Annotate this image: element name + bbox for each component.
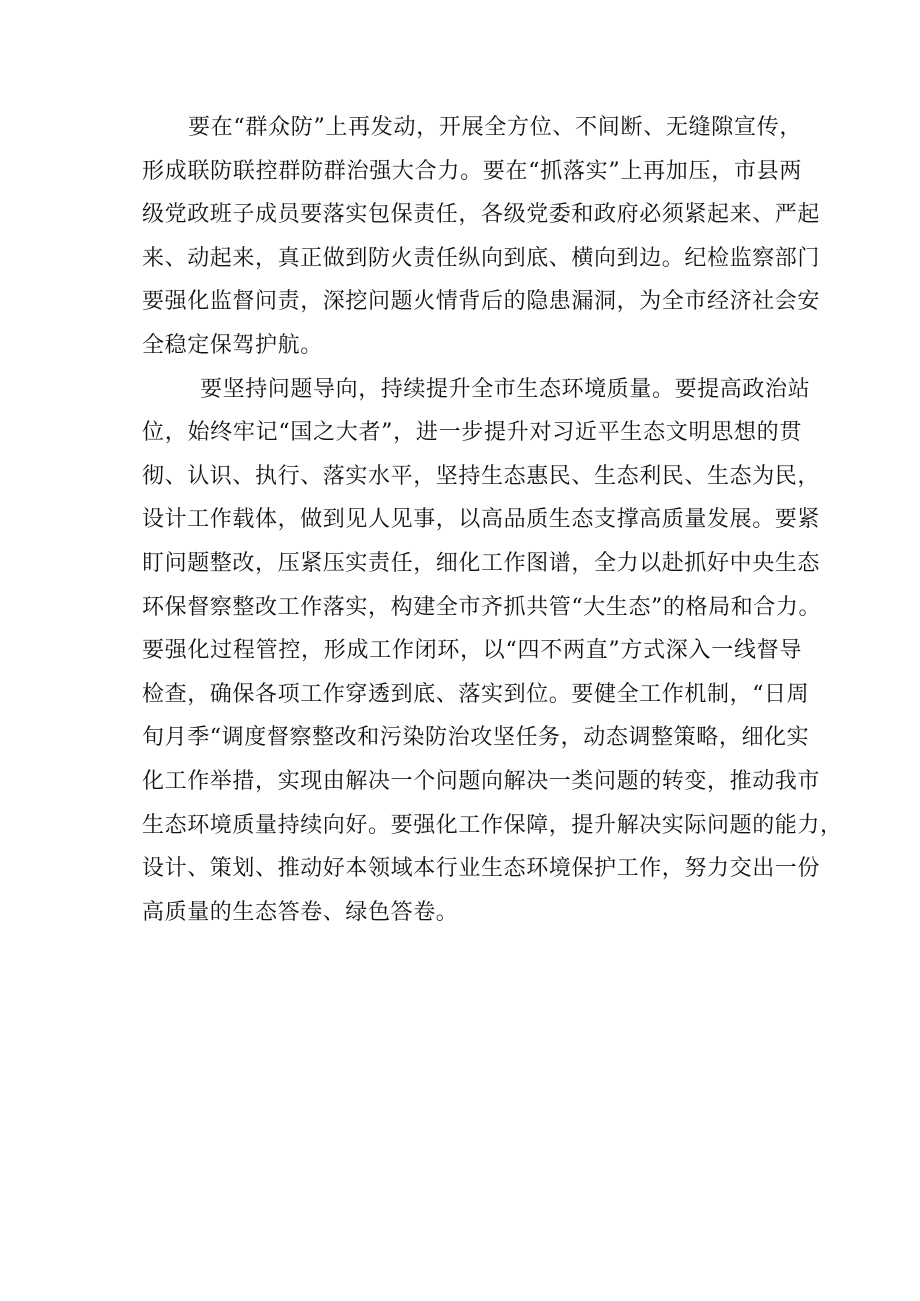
paragraph-line: 设计、策划、推动好本领域本行业生态环境保护工作，努力交出一份 bbox=[142, 856, 821, 882]
paragraph-line: 来、动起来，真正做到防火责任纵向到底、横向到边。纪检监察部门 bbox=[142, 245, 821, 271]
paragraph-line: 要强化过程管控，形成工作闭环，以“四不两直”方式深入一线督导 bbox=[142, 638, 802, 664]
paragraph-line: 设计工作载体，做到见人见事，以高品质生态支撑高质量发展。要紧 bbox=[142, 507, 821, 533]
paragraph-line: 盯问题整改，压紧压实责任，细化工作图谱，全力以赴抓好中央生态 bbox=[142, 550, 821, 576]
paragraph-line: 要强化监督问责，深挖问题火情背后的隐患漏洞，为全市经济社会安 bbox=[142, 289, 821, 315]
paragraph-line: 生态环境质量持续向好。要强化工作保障，提升解决实际问题的能力， bbox=[142, 812, 843, 838]
paragraph-line: 高质量的生态答卷、绿色答卷。 bbox=[142, 899, 459, 925]
paragraph-line: 旬月季“调度督察整改和污染防治攻坚任务，动态调整策略，细化实 bbox=[142, 725, 810, 751]
paragraph-line: 形成联防联控群防群治强大合力。要在“抓落实”上再加压，市县两 bbox=[142, 158, 802, 184]
paragraph-line: 环保督察整改工作落实，构建全市齐抓共管“大生态”的格局和合力。 bbox=[142, 594, 822, 620]
paragraph-1 bbox=[142, 106, 821, 368]
document-body bbox=[142, 106, 843, 934]
paragraph-line: 全稳定保驾护航。 bbox=[142, 332, 323, 358]
paragraph-line: 要坚持问题导向，持续提升全市生态环境质量。要提高政治站 bbox=[200, 376, 811, 402]
paragraph-line: 检查，确保各项工作穿透到底、落实到位。要健全工作机制，“日周 bbox=[142, 681, 810, 707]
paragraph-line: 位，始终牢记“国之大者”，进一步提升对习近平生态文明思想的贯 bbox=[142, 420, 802, 446]
paragraph-line: 彻、认识、执行、落实水平，坚持生态惠民、生态利民、生态为民， bbox=[142, 463, 821, 489]
paragraph-2 bbox=[142, 368, 843, 935]
paragraph-line: 级党政班子成员要落实包保责任，各级党委和政府必须紧起来、严起 bbox=[142, 202, 821, 228]
paragraph-line: 要在“群众防”上再发动，开展全方位、不间断、无缝隙宣传， bbox=[188, 115, 802, 140]
paragraph-line: 化工作举措，实现由解决一个问题向解决一类问题的转变，推动我市 bbox=[142, 768, 821, 794]
